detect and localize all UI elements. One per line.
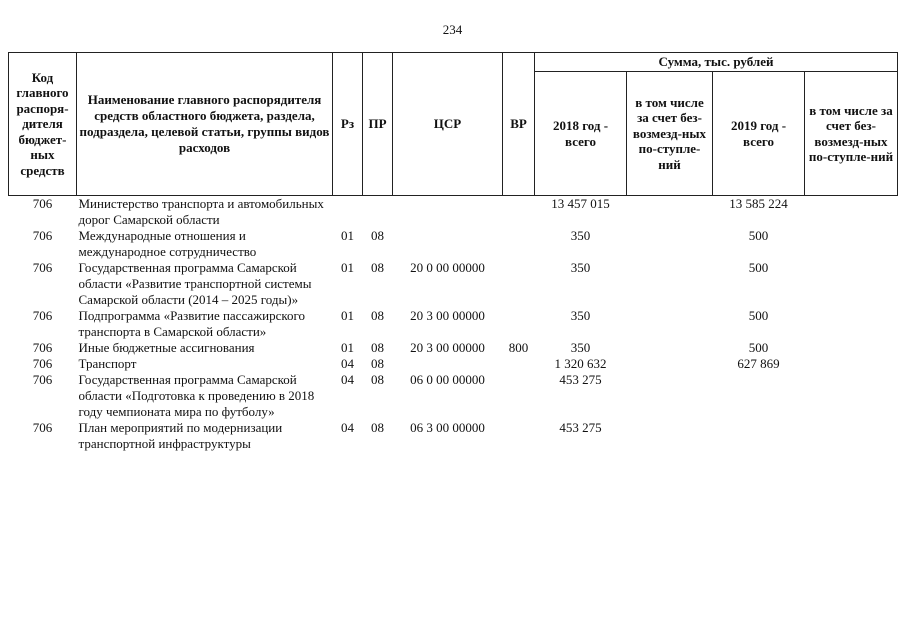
cell-rz: 04	[341, 420, 354, 435]
cell-2018-total: 350	[570, 260, 591, 275]
cell-2019-total: 500	[748, 228, 769, 243]
cell-csr	[393, 356, 503, 372]
cell-pr: 08	[371, 420, 384, 435]
cell-code: 706	[32, 228, 53, 243]
cell-rz: 01	[341, 260, 354, 275]
cell-2018-total: 13 457 015	[551, 196, 610, 211]
cell-code: 706	[32, 372, 53, 387]
table-row	[9, 308, 898, 340]
cell-name: План мероприятий по модернизации транспортной инфраструктуры	[78, 420, 283, 451]
header-csr: ЦСР	[393, 53, 503, 196]
table-row	[9, 420, 898, 452]
header-code: Код главного распоря-дителя бюджет-ных средств	[9, 53, 77, 196]
cell-csr: 06 0 00 00000	[410, 372, 485, 387]
budget-table	[8, 52, 898, 452]
cell-2019-free	[805, 372, 898, 420]
cell-pr: 08	[371, 308, 384, 323]
cell-name: Министерство транспорта и автомобильных дорог Самарской области	[78, 196, 324, 227]
table-row	[9, 340, 898, 356]
header-sum-group: Сумма, тыс. рублей	[535, 53, 898, 72]
header-2019-free: в том числе за счет без-возмезд-ных по-ступле-ний	[805, 72, 898, 196]
cell-2018-free	[627, 308, 713, 340]
cell-name: Международные отношения и международное сотрудничество	[78, 228, 257, 259]
table-row	[9, 356, 898, 372]
cell-2019-total	[713, 420, 805, 452]
cell-2019-total: 627 869	[737, 356, 780, 371]
cell-2018-total: 453 275	[559, 420, 602, 435]
header-2018-total: 2018 год - всего	[535, 72, 627, 196]
cell-2019-free	[805, 420, 898, 452]
cell-rz: 01	[341, 308, 354, 323]
cell-vr	[503, 356, 535, 372]
table-row	[9, 196, 898, 229]
cell-code: 706	[32, 340, 53, 355]
cell-pr: 08	[371, 372, 384, 387]
cell-pr	[363, 196, 393, 229]
cell-2019-total: 500	[748, 260, 769, 275]
cell-2019-total	[713, 372, 805, 420]
cell-name: Государственная программа Самарской области «Развитие транспортной системы Самарской области (2014 – 2025 годы)»	[78, 260, 312, 307]
header-2019-total: 2019 год - всего	[713, 72, 805, 196]
cell-pr: 08	[371, 228, 384, 243]
cell-rz: 01	[341, 228, 354, 243]
cell-2018-total: 350	[570, 308, 591, 323]
cell-2018-free	[627, 340, 713, 356]
table-body	[9, 196, 898, 453]
cell-vr	[503, 196, 535, 229]
cell-vr: 800	[508, 340, 529, 355]
header-name: Наименование главного распорядителя средств областного бюджета, раздела, подраздела, целевой статьи, группы видов расходов	[77, 53, 333, 196]
cell-2019-total: 500	[748, 308, 769, 323]
cell-csr: 06 3 00 00000	[410, 420, 485, 435]
cell-2019-total: 500	[748, 340, 769, 355]
cell-2018-free	[627, 356, 713, 372]
table-row	[9, 260, 898, 308]
cell-2019-free	[805, 196, 898, 229]
table-header	[9, 53, 898, 196]
cell-name: Подпрограмма «Развитие пассажирского транспорта в Самарской области»	[78, 308, 306, 339]
cell-2018-free	[627, 372, 713, 420]
cell-csr	[393, 196, 503, 229]
cell-rz: 04	[341, 372, 354, 387]
page-number: 234	[442, 22, 463, 37]
cell-vr	[503, 420, 535, 452]
cell-vr	[503, 308, 535, 340]
cell-vr	[503, 372, 535, 420]
cell-pr: 08	[371, 340, 384, 355]
cell-2019-free	[805, 260, 898, 308]
header-2018-free: в том числе за счет без-возмезд-ных по-ступле-ний	[627, 72, 713, 196]
cell-2018-free	[627, 260, 713, 308]
cell-2018-total: 350	[570, 228, 591, 243]
header-pr: ПР	[363, 53, 393, 196]
cell-vr	[503, 260, 535, 308]
cell-2019-free	[805, 356, 898, 372]
cell-code: 706	[32, 356, 53, 371]
header-vr: ВР	[503, 53, 535, 196]
cell-pr: 08	[371, 356, 384, 371]
cell-2019-free	[805, 228, 898, 260]
cell-rz	[333, 196, 363, 229]
cell-name: Государственная программа Самарской области «Подготовка к проведению в 2018 году чемпионата мира по футболу»	[78, 372, 315, 419]
cell-2018-free	[627, 228, 713, 260]
cell-name: Транспорт	[78, 356, 137, 371]
table-row	[9, 372, 898, 420]
cell-vr	[503, 228, 535, 260]
header-rz: Рз	[333, 53, 363, 196]
cell-2018-total: 350	[570, 340, 591, 355]
cell-2018-total: 453 275	[559, 372, 602, 387]
cell-2019-total: 13 585 224	[729, 196, 788, 211]
cell-name: Иные бюджетные ассигнования	[78, 340, 255, 355]
cell-2018-total: 1 320 632	[554, 356, 607, 371]
cell-2019-free	[805, 340, 898, 356]
cell-code: 706	[32, 260, 53, 275]
cell-rz: 01	[341, 340, 354, 355]
cell-csr: 20 3 00 00000	[410, 308, 485, 323]
cell-csr: 20 0 00 00000	[410, 260, 485, 275]
cell-csr: 20 3 00 00000	[410, 340, 485, 355]
table-row	[9, 228, 898, 260]
cell-csr	[393, 228, 503, 260]
cell-2019-free	[805, 308, 898, 340]
cell-rz: 04	[341, 356, 354, 371]
cell-code: 706	[32, 308, 53, 323]
cell-code: 706	[32, 196, 53, 211]
cell-2018-free	[627, 196, 713, 229]
cell-2018-free	[627, 420, 713, 452]
cell-code: 706	[32, 420, 53, 435]
cell-pr: 08	[371, 260, 384, 275]
